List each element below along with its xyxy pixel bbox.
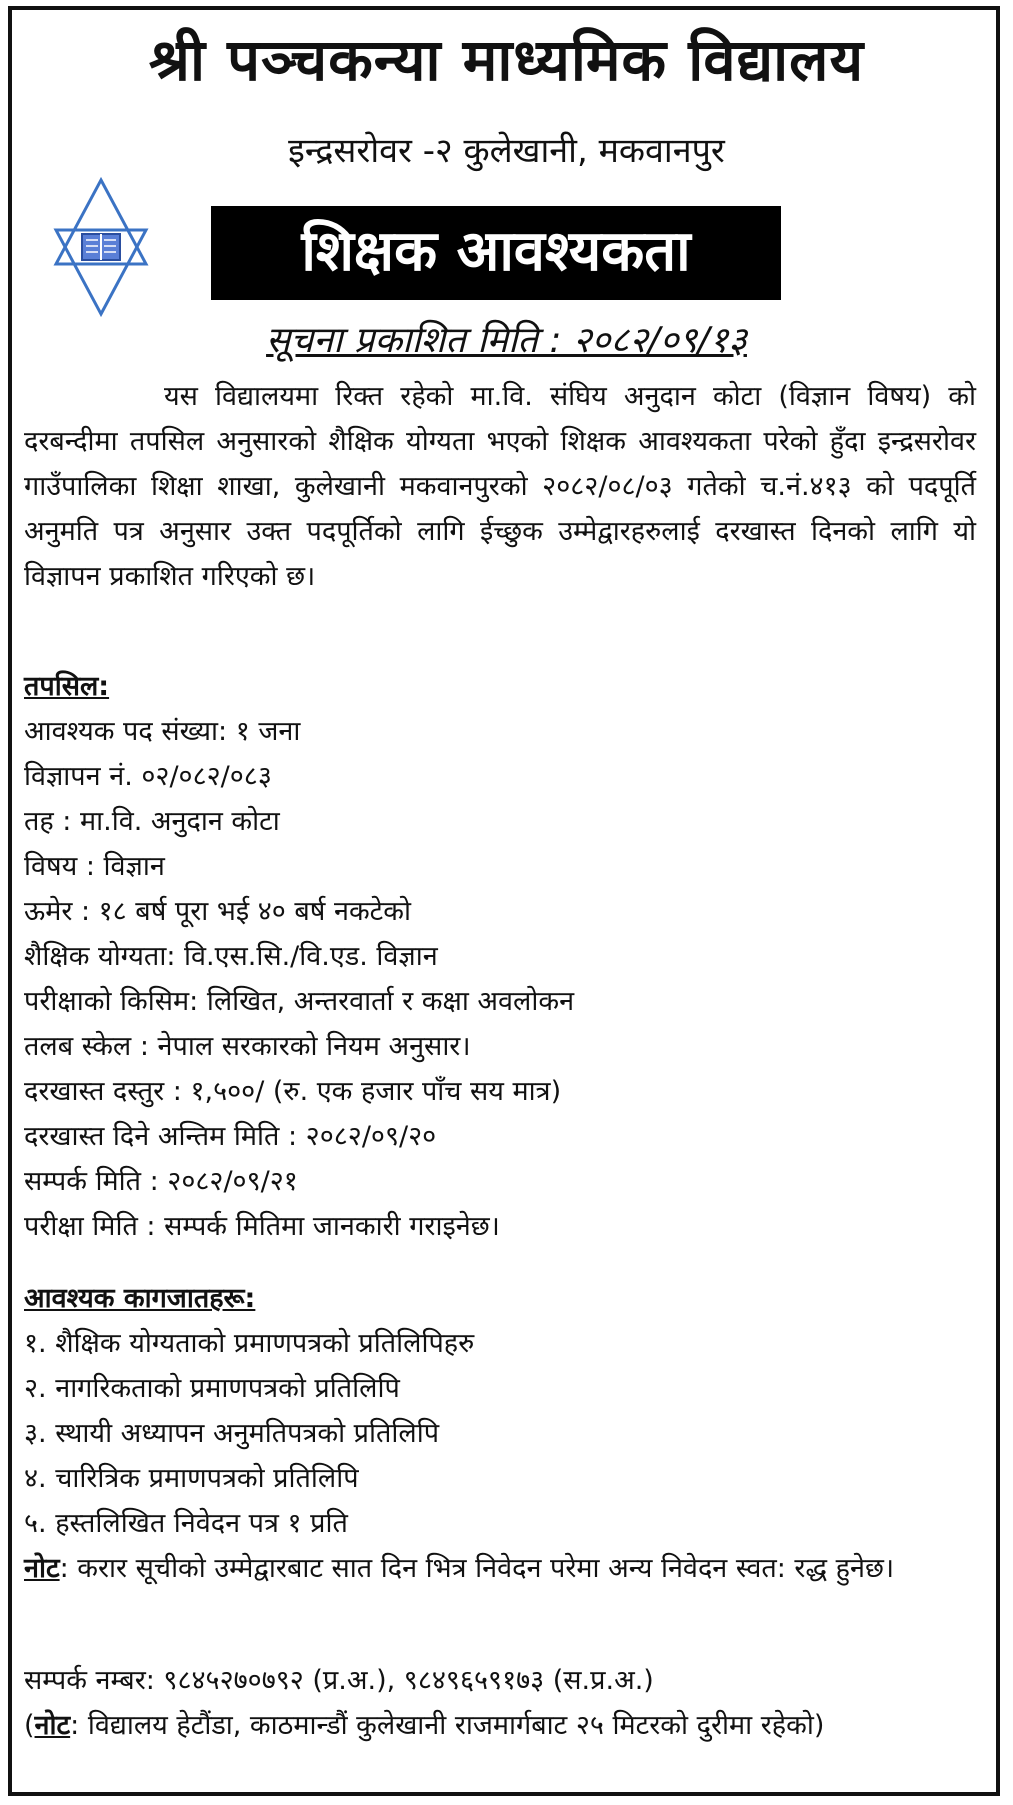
detail-item: विज्ञापन नं. ०२/०८२/०८३ <box>24 761 272 792</box>
school-name: श्री पञ्चकन्या माध्यमिक विद्यालय <box>148 26 865 94</box>
contact-note <box>24 1703 976 1748</box>
contact-block <box>24 1658 976 1748</box>
document-item: १. शैक्षिक योग्यताको प्रमाणपत्रको प्रतिलिपिहरु <box>24 1328 475 1359</box>
detail-item: दरखास्त दिने अन्तिम मिति : २०८२/०९/२० <box>24 1121 437 1152</box>
contact-note-label: नोट <box>34 1710 71 1741</box>
detail-item: आवश्यक पद संख्या: १ जना <box>24 716 301 747</box>
detail-item: सम्पर्क मिति : २०८२/०९/२१ <box>24 1166 298 1197</box>
detail-item: दरखास्त दस्तुर : १,५००/ (रु. एक हजार पाँच सय मात्र) <box>24 1076 562 1107</box>
detail-item: परीक्षा मिति : सम्पर्क मितिमा जानकारी गराइनेछ। <box>24 1211 500 1242</box>
banner-title: शिक्षक आवश्यकता <box>211 206 781 300</box>
note-block <box>24 1546 976 1591</box>
detail-item: परीक्षाको किसिम: लिखित, अन्तरवार्ता र कक्षा अवलोकन <box>24 986 575 1017</box>
detail-item: तलब स्केल : नेपाल सरकारको नियम अनुसार। <box>24 1031 471 1062</box>
contact-note-open-paren: ( <box>24 1710 35 1741</box>
intro-paragraph: यस विद्यालयमा रिक्त रहेको मा.वि. संघिय अनुदान कोटा (विज्ञान विषय) को दरबन्दीमा तपसिल अनुसारको शैक्षिक योग्यता भएको शिक्षक आवश्यकता परेको हुँदा इन्द्रसरोवर गाउँपालिका शिक्षा शाखा, कुलेखानी मकवानपुरको २०८२/०८/०३ गतेको च.नं.४१३ को पदपूर्ति अनुमति पत्र अनुसार उक्त पदपूर्तिको लागि ईच्छुक उम्मेद्वारहरुलाई दरखास्त दिनको लागि यो विज्ञापन प्रकाशित गरिएको छ। <box>24 381 976 592</box>
documents-section <box>24 1276 976 1546</box>
details-heading: तपसिल: <box>24 671 110 702</box>
detail-item: शैक्षिक योग्यता: वि.एस.सि./वि.एड. विज्ञान <box>24 941 438 972</box>
document-item: २. नागरिकताको प्रमाणपत्रको प्रतिलिपि <box>24 1373 400 1404</box>
document-item: ३. स्थायी अध्यापन अनुमतिपत्रको प्रतिलिपि <box>24 1418 440 1449</box>
detail-item: तह : मा.वि. अनुदान कोटा <box>24 806 280 837</box>
document-item: ५. हस्तलिखित निवेदन पत्र १ प्रति <box>24 1508 348 1539</box>
detail-item: ऊमेर : १८ बर्ष पूरा भई ४० बर्ष नकटेको <box>24 896 412 927</box>
detail-item: विषय : विज्ञान <box>24 851 165 882</box>
documents-heading: आवश्यक कागजातहरू: <box>24 1283 256 1314</box>
details-section <box>24 664 976 1249</box>
contact-numbers: सम्पर्क नम्बर: ९८४५२७०७९२ (प्र.अ.), ९८४९६५९१७३ (स.प्र.अ.) <box>24 1665 654 1696</box>
contact-note-text: : विद्यालय हेटौंडा, काठमान्डौं कुलेखानी राजमार्गबाट २५ मिटरको दुरीमा रहेको) <box>70 1710 825 1741</box>
star-of-david-book-logo-icon <box>48 172 154 322</box>
note-label: नोट <box>24 1553 60 1584</box>
publish-date <box>0 314 1013 363</box>
school-address: इन्द्रसरोवर -२ कुलेखानी, मकवानपुर <box>288 131 725 171</box>
document-item: ४. चारित्रिक प्रमाणपत्रको प्रतिलिपि <box>24 1463 359 1494</box>
publish-date-text: सूचना प्रकाशित मिति : २०८२/०९/१३ <box>266 320 747 361</box>
note-text: : करार सूचीको उम्मेद्वारबाट सात दिन भित्र निवेदन परेमा अन्य निवेदन स्वत: रद्ध हुनेछ। <box>59 1553 895 1584</box>
